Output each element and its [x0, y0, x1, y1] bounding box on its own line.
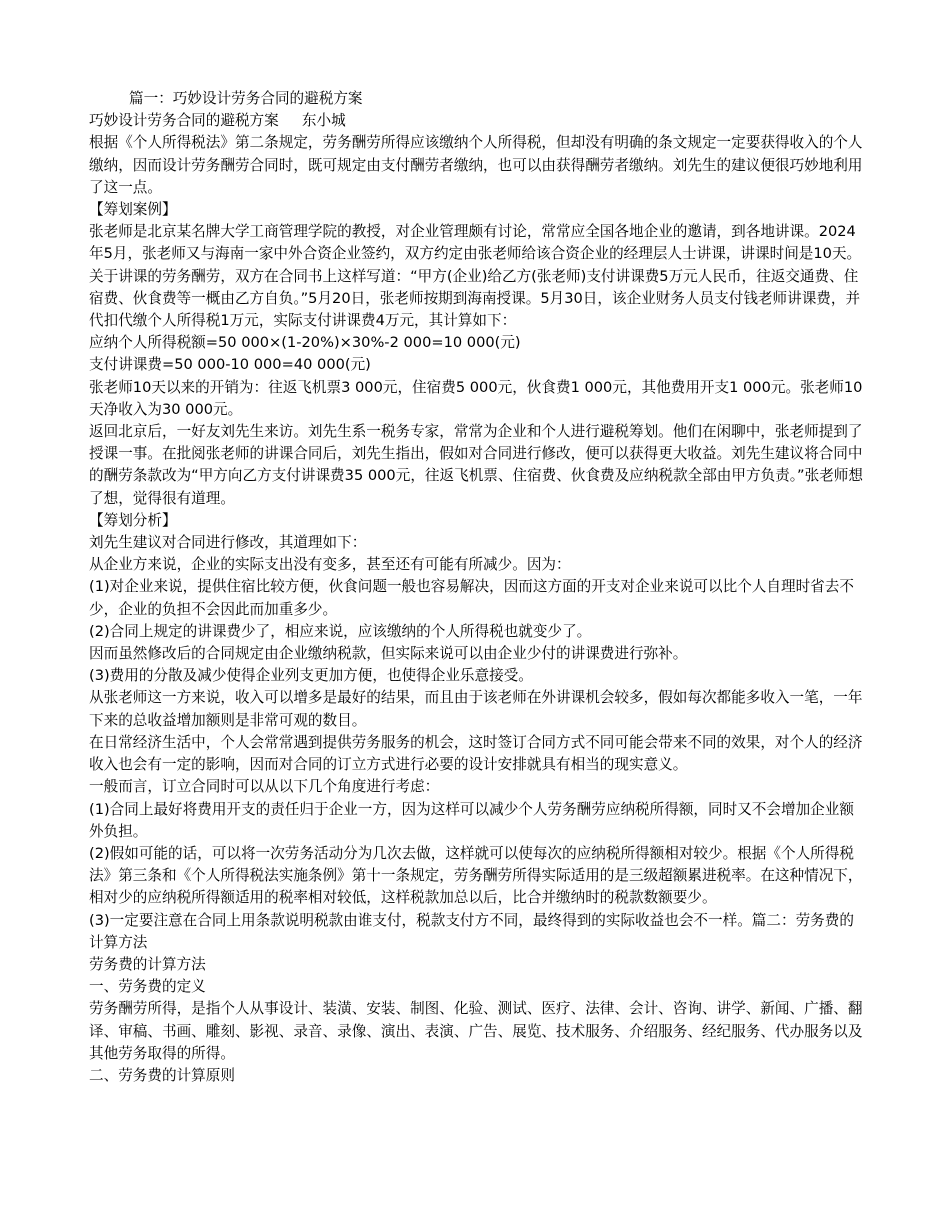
subheading: 【筹划分析】: [89, 511, 177, 529]
paragraph: 张老师10天以来的开销为：往返飞机票3 000元，住宿费5 000元，伙食费1 000元，其他费用开支1 000元。张老师10天净收入为30 000元。: [89, 378, 863, 418]
paragraph: 返回北京后，一好友刘先生来访。刘先生系一税务专家，常常为企业和个人进行避税筹划。他们在闲聊中，张老师提到了授课一事。在批阅张老师的讲课合同后，刘先生指出，假如对合同进行修改，便可以获得更大收益。刘先生建议将合同中的酬劳条款改为“甲方向乙方支付讲课费35 000元，往返飞机票、住宿费、伙食费及应纳税款全部由甲方负责。”张老师想了想，觉得很有道理。: [89, 423, 863, 507]
paragraph: 张老师是北京某名牌大学工商管理学院的教授，对企业管理颇有讨论，常常应全国各地企业的邀请，到各地讲课。2024年5月，张老师又与海南一家中外合资企业签约，双方约定由张老师给该合资企业的经理层人士讲课，讲课时间是10天。关于讲课的劳务酬劳，双方在合同书上这样写道：“甲方(企业)给乙方(张老师)支付讲课费5万元人民币，往返交通费、住宿费、伙食费等一概由乙方自负。”5月20日，张老师按期到海南授课。5月30日，该企业财务人员支付钱老师讲课费，并代扣代缴个人所得税1万元，实际支付讲课费4万元，其计算如下：: [89, 223, 862, 330]
article-title: 巧妙设计劳务合同的避税方案 东小城: [89, 112, 346, 130]
list-item: (1)合同上最好将费用开支的责任归于企业一方，因为这样可以减少个人劳务酬劳应纳税所得额，同时又不会增加企业额外负担。: [89, 800, 854, 840]
formula-line: 应纳个人所得税额=50 000×(1-20%)×30%-2 000=10 000(元): [89, 334, 521, 352]
subheading: 【筹划案例】: [89, 201, 177, 219]
list-item: (1)对企业来说，提供住宿比较方便，伙食问题一般也容易解决，因而这方面的开支对企业来说可以比个人自理时省去不少，企业的负担不会因此而加重多少。: [89, 578, 854, 618]
section-heading: 篇一：巧妙设计劳务合同的避税方案: [129, 90, 363, 107]
formula-line: 支付讲课费=50 000-10 000=40 000(元): [89, 356, 371, 374]
subheading: 二、劳务费的计算原则: [89, 1066, 235, 1084]
document-body: [89, 88, 864, 1087]
article-title: 劳务费的计算方法: [89, 955, 206, 973]
subheading: 一、劳务费的定义: [89, 978, 206, 996]
paragraph: 劳务酬劳所得，是指个人从事设计、装潢、安装、制图、化验、测试、医疗、法律、会计、咨询、讲学、新闻、广播、翻译、审稿、书画、雕刻、影视、录音、录像、演出、表演、广告、展览、技术服务、介绍服务、经纪服务、代办服务以及其他劳务取得的所得。: [89, 1000, 863, 1062]
list-item: (2)合同上规定的讲课费少了，相应来说，应该缴纳的个人所得税也就变少了。: [89, 622, 592, 640]
paragraph: 一般而言，订立合同时可以从以下几个角度进行考虑：: [89, 778, 440, 796]
list-item: (2)假如可能的话，可以将一次劳务活动分为几次去做，这样就可以使每次的应纳税所得额相对较少。根据《个人所得税法》第三条和《个人所得税法实施条例》第十一条规定，劳务酬劳所得实际适用的是三级超额累进税率。在这种情况下，相对少的应纳税所得额适用的税率相对较低，这样税款加总以后，比合并缴纳时的税款数额要少。: [89, 844, 863, 907]
paragraph: 从企业方来说，企业的实际支出没有变多，甚至还有可能有所减少。因为：: [89, 556, 571, 574]
list-item: (3)费用的分散及减少使得企业列支更加方便，也使得企业乐意接受。: [89, 667, 533, 685]
paragraph: 刘先生建议对合同进行修改，其道理如下：: [89, 534, 367, 552]
list-item: (3)一定要注意在合同上用条款说明税款由谁支付，税款支付方不同，最终得到的实际收益也会不一样。篇二：劳务费的计算方法: [89, 911, 854, 951]
paragraph: 在日常经济生活中，个人会常常遇到提供劳务服务的机会，这时签订合同方式不同可能会带来不同的效果，对个人的经济收入也会有一定的影响，因而对合同的订立方式进行必要的设计安排就具有相当的现实意义。: [89, 733, 863, 774]
paragraph: 根据《个人所得税法》第二条规定，劳务酬劳所得应该缴纳个人所得税，但却没有明确的条文规定一定要获得收入的个人缴纳，因而设计劳务酬劳合同时，既可规定由支付酬劳者缴纳，也可以由获得酬劳者缴纳。刘先生的建议便很巧妙地利用了这一点。: [89, 134, 863, 196]
paragraph: 因而虽然修改后的合同规定由企业缴纳税款，但实际来说可以由企业少付的讲课费进行弥补。: [89, 645, 688, 663]
paragraph: 从张老师这一方来说，收入可以增多是最好的结果，而且由于该老师在外讲课机会较多，假如每次都能多收入一笔，一年下来的总收益增加额则是非常可观的数目。: [89, 689, 863, 729]
